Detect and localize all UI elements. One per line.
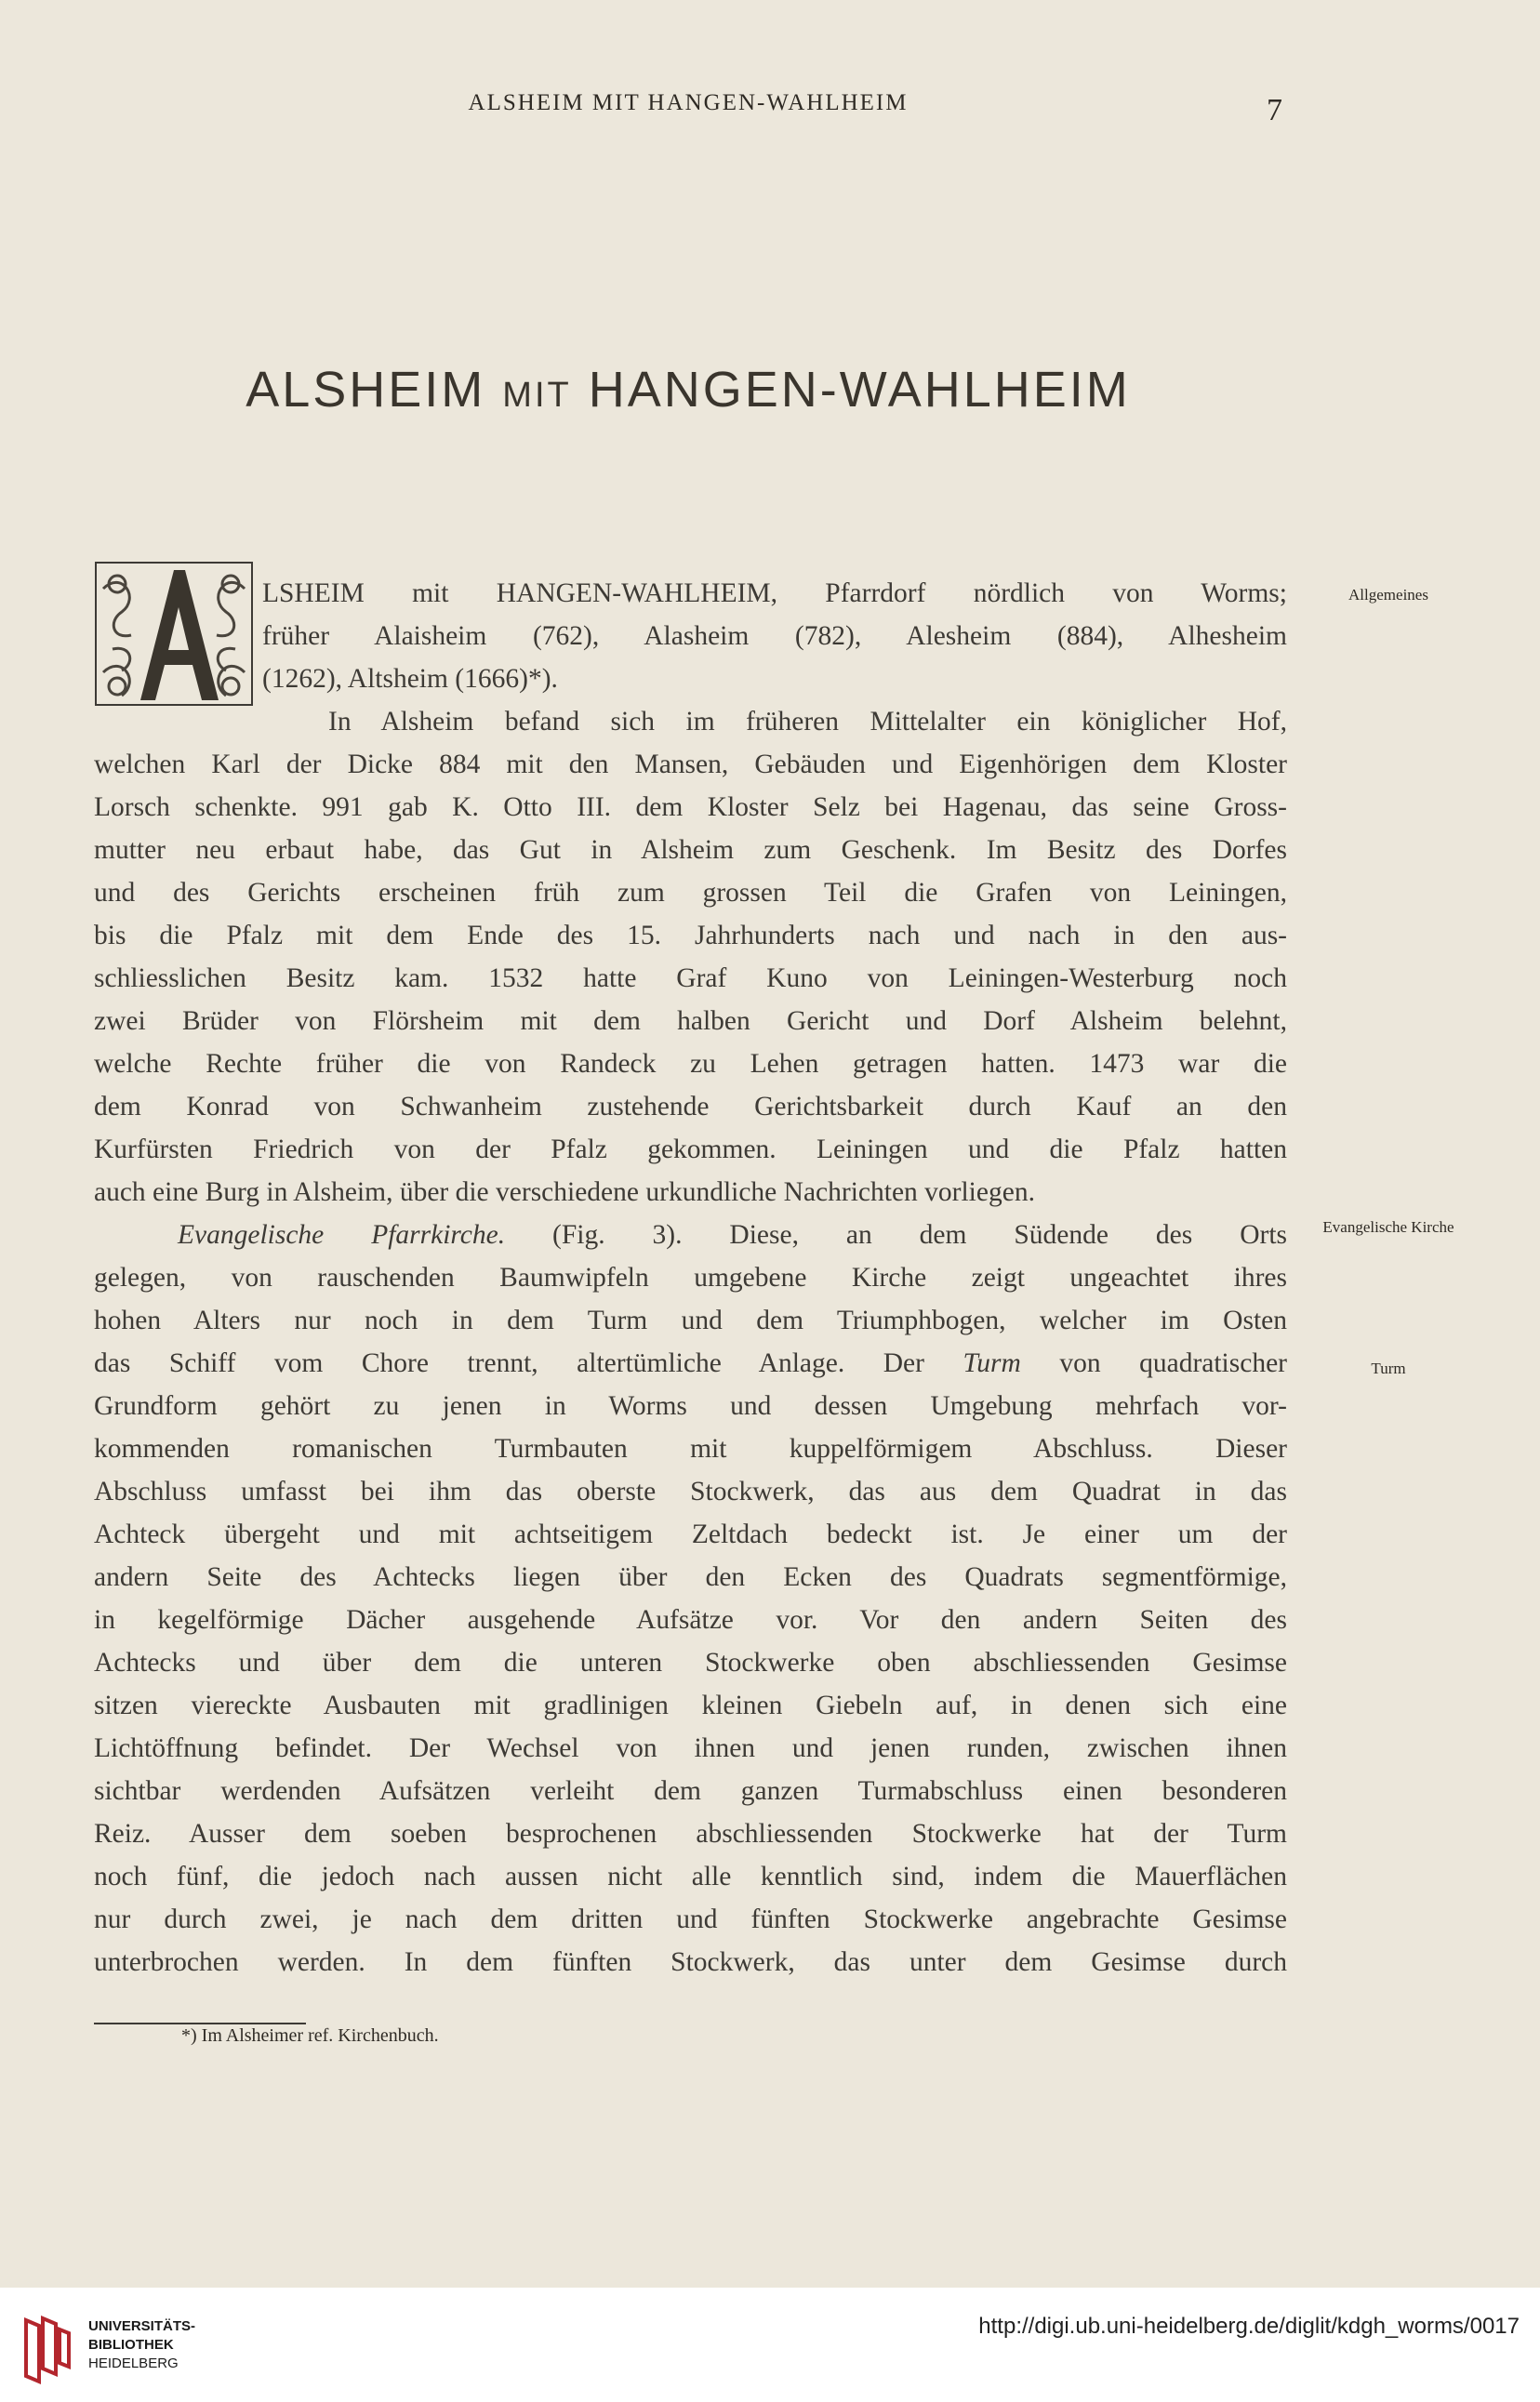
title-part-2: MIT: [502, 376, 572, 415]
paragraph-line: Lorsch schenkte. 991 gab K. Otto III. dem Kloster Selz bei Hagenau, das seine Gross-: [94, 792, 1287, 822]
library-name: [88, 2317, 195, 2373]
margin-note-evangelische-kirche: Evangelische Kirche: [1322, 1218, 1454, 1236]
paragraph-line: unterbrochen werden. In dem fünften Stockwerk, das unter dem Gesimse durch: [94, 1947, 1287, 1977]
paragraph-line: Achtecks und über dem die unteren Stockwerke oben abschliessenden Gesimse: [94, 1648, 1287, 1678]
heading-evangelische-pfarrkirche: Evangelische Pfarrkirche.: [178, 1220, 506, 1250]
paragraph-line: Abschluss umfasst bei ihm das oberste Stockwerk, das aus dem Quadrat in das: [94, 1477, 1287, 1506]
margin-note-turm: Turm: [1371, 1360, 1406, 1377]
intro-block: [262, 572, 1287, 700]
heading-turm: Turm: [962, 1348, 1021, 1378]
paragraph-line: bis die Pfalz mit dem Ende des 15. Jahrhunderts nach und nach in den aus-: [94, 921, 1287, 950]
paragraph-2: [94, 1214, 1287, 1984]
paragraph-line: [94, 1214, 1287, 1256]
paragraph-line: welche Rechte früher die von Randeck zu Lehen getragen hatten. 1473 war die: [94, 1049, 1287, 1079]
paragraph-line: Reiz. Ausser dem soeben besprochenen abschliessenden Stockwerke hat der Turm: [94, 1819, 1287, 1849]
intro-line: (1262), Altsheim (1666)*).: [262, 664, 558, 694]
paragraph-line: Grundform gehört zu jenen in Worms und dessen Umgebung mehrfach vor-: [94, 1391, 1287, 1421]
title-part-1: ALSHEIM: [246, 362, 503, 418]
chapter-title: [93, 361, 1283, 418]
paragraph-1: [94, 700, 1287, 1214]
paragraph-line: hohen Alters nur noch in dem Turm und dem Triumphbogen, welcher im Osten: [94, 1306, 1287, 1335]
library-logo-icon: [19, 2311, 74, 2385]
library-name-line: BIBLIOTHEK: [88, 2337, 174, 2353]
source-url-link[interactable]: http://digi.ub.uni-heidelberg.de/diglit/kdgh_worms/0017: [978, 2314, 1520, 2339]
ornamental-drop-cap-a: [94, 561, 254, 707]
page-number: 7: [1267, 93, 1282, 127]
digitization-footer: [0, 2288, 1540, 2402]
paragraph-line: in kegelförmige Dächer ausgehende Aufsätze vor. Vor den andern Seiten des: [94, 1605, 1287, 1635]
paragraph-line: schliesslichen Besitz kam. 1532 hatte Graf Kuno von Leiningen-Westerburg noch: [94, 963, 1287, 993]
margin-note-allgemeines: Allgemeines: [1348, 586, 1428, 604]
paragraph-line: sichtbar werdenden Aufsätzen verleiht dem ganzen Turmabschluss einen besonderen: [94, 1776, 1287, 1806]
footnote-divider: [94, 2023, 306, 2024]
footnote: *) Im Alsheimer ref. Kirchenbuch.: [181, 2025, 439, 2046]
paragraph-line: kommenden romanischen Turmbauten mit kuppelförmigem Abschluss. Dieser: [94, 1434, 1287, 1464]
paragraph-line: gelegen, von rauschenden Baumwipfeln umgebene Kirche zeigt ungeachtet ihres: [94, 1263, 1287, 1293]
intro-line: LSHEIM mit HANGEN-WAHLHEIM, Pfarrdorf nördlich von Worms;: [262, 578, 1287, 608]
paragraph-line: sitzen viereckte Ausbauten mit gradlinigen kleinen Giebeln auf, in denen sich eine: [94, 1691, 1287, 1720]
paragraph-line: noch fünf, die jedoch nach aussen nicht alle kenntlich sind, indem die Mauerflächen: [94, 1862, 1287, 1891]
paragraph-line: Kurfürsten Friedrich von der Pfalz gekommen. Leiningen und die Pfalz hatten: [94, 1135, 1287, 1164]
paragraph-text: von quadratischer: [1020, 1348, 1287, 1378]
paragraph-line: Achteck übergeht und mit achtseitigem Zeltdach bedeckt ist. Je einer um der: [94, 1519, 1287, 1549]
paragraph-line: Lichtöffnung befindet. Der Wechsel von ihnen und jenen runden, zwischen ihnen: [94, 1733, 1287, 1763]
paragraph-line: auch eine Burg in Alsheim, über die verschiedene urkundliche Nachrichten vorliegen.: [94, 1177, 1035, 1207]
paragraph-line: dem Konrad von Schwanheim zustehende Gerichtsbarkeit durch Kauf an den: [94, 1092, 1287, 1121]
paragraph-line: [94, 1342, 1287, 1385]
paragraph-line: In Alsheim befand sich im früheren Mittelalter ein königlicher Hof,: [328, 707, 1287, 737]
paragraph-text: das Schiff vom Chore trennt, altertümliche Anlage. Der: [94, 1348, 963, 1378]
paragraph-text: (Fig. 3). Diese, an dem Südende des Orts: [505, 1220, 1287, 1250]
paragraph-line: zwei Brüder von Flörsheim mit dem halben Gericht und Dorf Alsheim belehnt,: [94, 1006, 1287, 1036]
paragraph-line: andern Seite des Achtecks liegen über den Ecken des Quadrats segmentförmige,: [94, 1562, 1287, 1592]
paragraph-line: und des Gerichts erscheinen früh zum grossen Teil die Grafen von Leiningen,: [94, 878, 1287, 908]
paragraph-line: mutter neu erbaut habe, das Gut in Alsheim zum Geschenk. Im Besitz des Dorfes: [94, 835, 1287, 865]
library-name-line: UNIVERSITÄTS-: [88, 2318, 196, 2334]
paragraph-line: welchen Karl der Dicke 884 mit den Mansen, Gebäuden und Eigenhörigen dem Kloster: [94, 750, 1287, 779]
paragraph-line: nur durch zwei, je nach dem dritten und fünften Stockwerke angebrachte Gesimse: [94, 1904, 1287, 1934]
running-head: ALSHEIM MIT HANGEN-WAHLHEIM: [468, 90, 909, 115]
title-part-3: HANGEN-WAHLHEIM: [571, 362, 1131, 418]
intro-line: früher Alaisheim (762), Alasheim (782), Alesheim (884), Alhesheim: [262, 621, 1287, 651]
library-name-line: HEIDELBERG: [88, 2356, 179, 2371]
